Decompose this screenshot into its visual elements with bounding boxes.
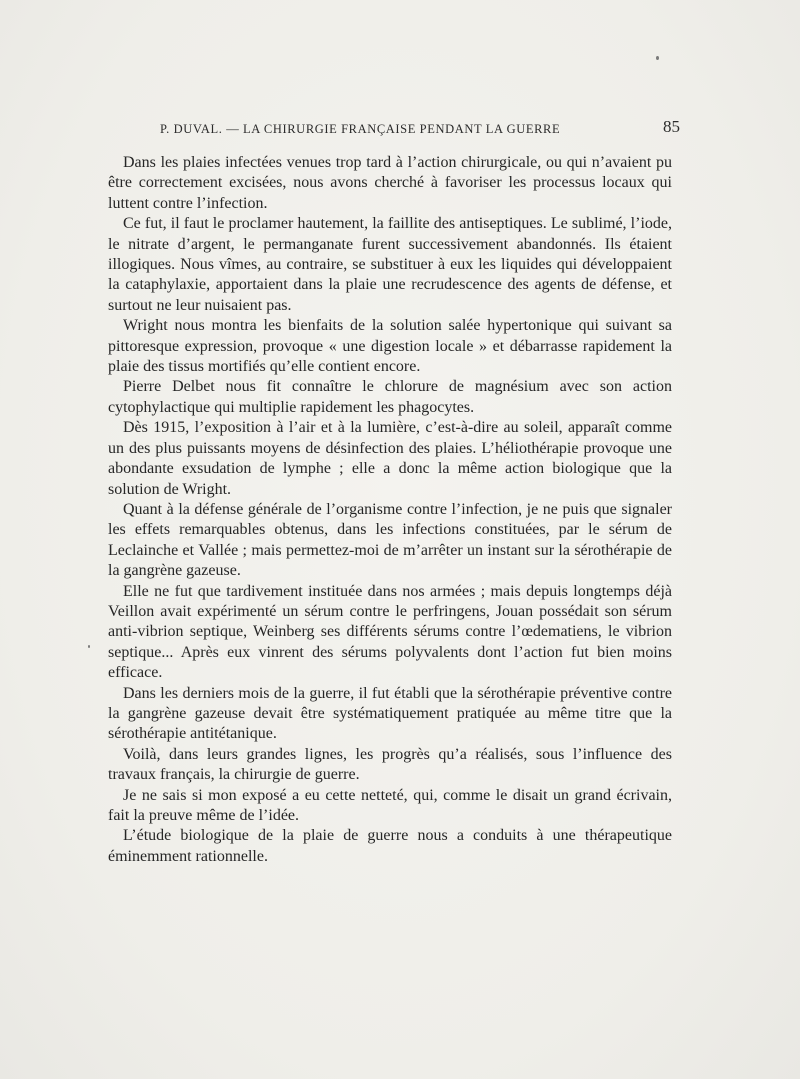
paragraph: Quant à la défense générale de l’organisme contre l’infection, je ne puis que signaler les effets remarquables obtenus, dans les infections constituées, par le sérum de Leclainche et Vallée ; mais permettez-moi de m’arrêter un instant sur la sérothérapie de la gangrène gazeuse.	[108, 500, 672, 580]
running-head	[160, 117, 680, 142]
paragraph: Ce fut, il faut le proclamer hautement, la faillite des antiseptiques. Le sublimé, l’iode, le nitrate d’argent, le permanganate furent successivement abandonnés. Ils étaient illogiques. Nous vîmes, au contraire, se substituer à eux les liquides qui développaient la cataphylaxie, apportaient dans la plaie une recrudescence des agents de défense, et surtout ne leur nuisaient pas.	[108, 215, 672, 314]
paragraph: Je ne sais si mon exposé a eu cette netteté, qui, comme le disait un grand écrivain, fait la preuve même de l’idée.	[108, 786, 672, 824]
ink-speck	[656, 56, 659, 60]
paragraph: Voilà, dans leurs grandes lignes, les progrès qu’a réalisés, sous l’influence des travaux français, la chirurgie de guerre.	[108, 745, 672, 784]
ink-speck	[88, 645, 90, 648]
paragraph: L’étude biologique de la plaie de guerre nous a conduits à une thérapeutique éminemment rationnelle.	[108, 827, 672, 865]
paragraph: Dans les derniers mois de la guerre, il fut établi que la sérothérapie préventive contre la gangrène gazeuse devait être systématiquement pratiquée au même titre que la sérothérapie antitétanique.	[108, 684, 672, 743]
paragraph: Elle ne fut que tardivement instituée dans nos armées ; mais depuis longtemps déjà Veillon avait expérimenté un sérum contre le perfringens, Jouan possédait son sérum anti-vibrion septique, Weinberg ses différents sérums contre l’œdematiens, le vibrion septique... Après eux vinrent des sérums polyvalents dont l’action fut bien moins efficace.	[108, 582, 672, 682]
running-title: P. DUVAL. — LA CHIRURGIE FRANÇAISE PENDANT LA GUERRE	[160, 122, 561, 136]
body-text	[108, 153, 672, 867]
paragraph: Dans les plaies infectées venues trop tard à l’action chirurgicale, ou qui n’avaient pu être correctement excisées, nous avons cherché à favoriser les processus locaux qui luttent contre l’infection.	[108, 154, 672, 212]
paragraph: Pierre Delbet nous fit connaître le chlorure de magnésium avec son action cytophylactique qui multiplie rapidement les phagocytes.	[108, 378, 672, 416]
paragraph: Wright nous montra les bienfaits de la solution salée hypertonique qui suivant sa pittoresque expression, provoque « une digestion locale » et débarrasse rapidement la plaie des tissus mortifiés qu’elle contient encore.	[108, 317, 672, 376]
paragraph: Dès 1915, l’exposition à l’air et à la lumière, c’est-à-dire au soleil, apparaît comme un des plus puissants moyens de désinfection des plaies. L’héliothérapie provoque une abondante exsudation de lymphe ; elle a donc la même action biologique que la solution de Wright.	[108, 419, 672, 498]
page-number: 85	[663, 117, 680, 136]
